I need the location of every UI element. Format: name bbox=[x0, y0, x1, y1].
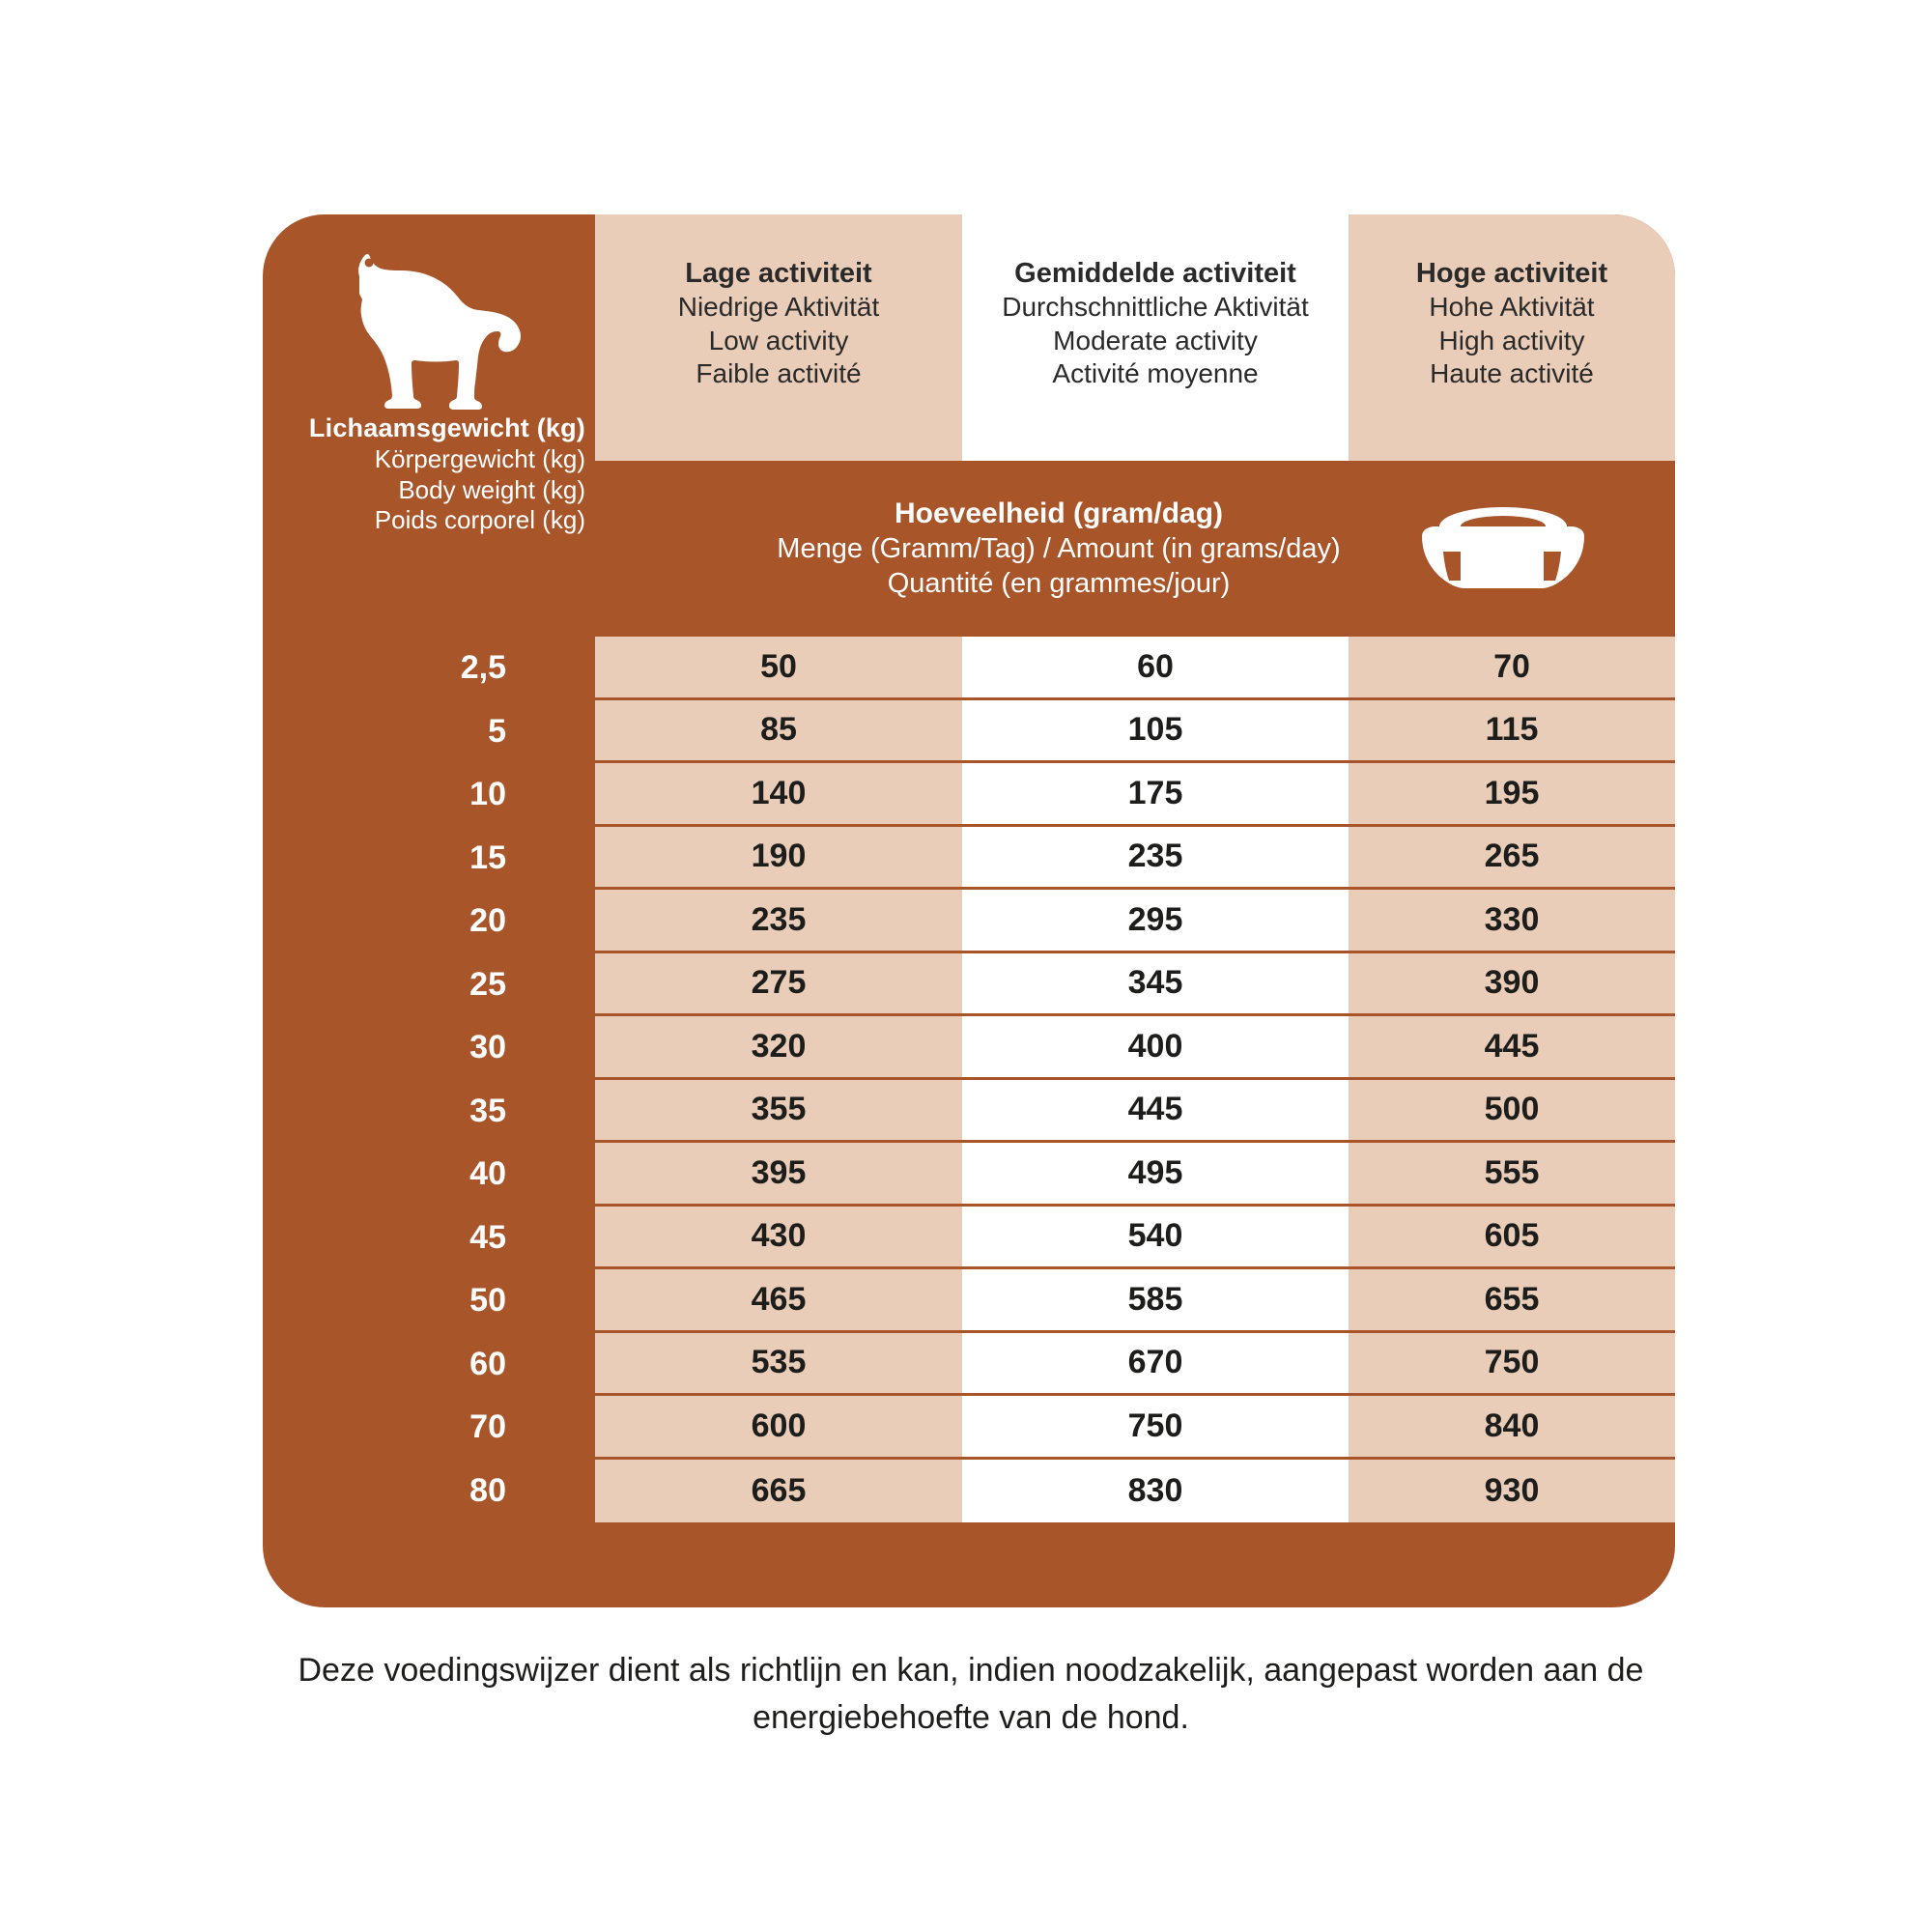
cell-moderate: 295 bbox=[962, 890, 1349, 953]
activity-low-fr: Faible activité bbox=[696, 357, 862, 388]
cell-weight: 50 bbox=[469, 1282, 506, 1320]
cell-low: 85 bbox=[595, 700, 962, 764]
table-row bbox=[263, 890, 1675, 953]
cell-weight: 70 bbox=[469, 1408, 506, 1446]
activity-header-moderate bbox=[962, 214, 1349, 461]
activity-low-en: Low activity bbox=[708, 325, 849, 355]
cell-weight: 5 bbox=[488, 712, 506, 750]
amount-banner bbox=[595, 461, 1675, 637]
food-bowl-icon bbox=[1406, 494, 1600, 600]
cell-moderate: 345 bbox=[962, 953, 1349, 1017]
cell-moderate: 235 bbox=[962, 827, 1349, 891]
activity-moderate-en: Moderate activity bbox=[1053, 325, 1258, 355]
cell-weight: 40 bbox=[469, 1155, 506, 1193]
table-row bbox=[263, 637, 1675, 700]
cell-moderate: 60 bbox=[962, 637, 1349, 700]
cell-low: 355 bbox=[595, 1080, 962, 1144]
activity-moderate-fr: Activité moyenne bbox=[1052, 357, 1259, 388]
activity-header-row bbox=[595, 214, 1675, 461]
cell-moderate: 670 bbox=[962, 1333, 1349, 1397]
cell-moderate: 400 bbox=[962, 1016, 1349, 1080]
body-weight-header-fr: Poids corporel (kg) bbox=[374, 505, 585, 535]
footnote-line-1: Deze voedingswijzer dient als richtlijn en kan, indien noodzakelijk, aangepast worden aan de bbox=[298, 1652, 1644, 1689]
cell-high: 265 bbox=[1349, 827, 1675, 891]
cell-weight: 15 bbox=[469, 838, 506, 876]
cell-high: 605 bbox=[1349, 1207, 1675, 1270]
cell-low: 190 bbox=[595, 827, 962, 891]
activity-low-de: Niedrige Aktivität bbox=[677, 292, 880, 323]
table-row bbox=[263, 1460, 1675, 1523]
cell-high: 195 bbox=[1349, 763, 1675, 827]
feeding-table-card bbox=[263, 214, 1675, 1607]
cell-high: 840 bbox=[1349, 1396, 1675, 1460]
activity-header-low bbox=[595, 214, 962, 461]
cell-weight: 45 bbox=[469, 1218, 506, 1256]
cell-high: 70 bbox=[1349, 637, 1675, 700]
cell-weight: 10 bbox=[469, 776, 506, 813]
activity-moderate-nl: Gemiddelde activiteit bbox=[1014, 258, 1296, 289]
cell-high: 330 bbox=[1349, 890, 1675, 953]
cell-moderate: 585 bbox=[962, 1269, 1349, 1333]
cell-high: 500 bbox=[1349, 1080, 1675, 1144]
cell-moderate: 830 bbox=[962, 1460, 1349, 1523]
cell-high: 390 bbox=[1349, 953, 1675, 1017]
activity-low-nl: Lage activiteit bbox=[685, 258, 872, 289]
cell-high: 555 bbox=[1349, 1143, 1675, 1207]
footnote bbox=[242, 1647, 1700, 1743]
table-row bbox=[263, 1333, 1675, 1397]
cell-moderate: 445 bbox=[962, 1080, 1349, 1144]
cell-moderate: 495 bbox=[962, 1143, 1349, 1207]
activity-high-de: Hohe Aktivität bbox=[1429, 292, 1595, 323]
cell-low: 320 bbox=[595, 1016, 962, 1080]
amount-banner-nl: Hoeveelheid (gram/dag) bbox=[894, 497, 1224, 530]
cell-weight: 25 bbox=[469, 965, 506, 1003]
cell-weight: 80 bbox=[469, 1471, 506, 1509]
cell-weight: 60 bbox=[469, 1345, 506, 1382]
activity-moderate-de: Durchschnittliche Aktivität bbox=[1002, 292, 1309, 323]
cell-low: 430 bbox=[595, 1207, 962, 1270]
dog-icon bbox=[321, 242, 543, 411]
amount-banner-fr: Quantité (en grammes/jour) bbox=[887, 567, 1231, 599]
footnote-line-2: energiebehoefte van de hond. bbox=[753, 1699, 1189, 1737]
table-row bbox=[263, 953, 1675, 1017]
body-weight-header-nl: Lichaamsgewicht (kg) bbox=[308, 413, 585, 442]
cell-moderate: 105 bbox=[962, 700, 1349, 764]
cell-low: 235 bbox=[595, 890, 962, 953]
table-row bbox=[263, 700, 1675, 764]
cell-moderate: 750 bbox=[962, 1396, 1349, 1460]
activity-high-nl: Hoge activiteit bbox=[1415, 258, 1608, 289]
cell-low: 535 bbox=[595, 1333, 962, 1397]
table-row bbox=[263, 1080, 1675, 1144]
table-row bbox=[263, 1143, 1675, 1207]
cell-low: 395 bbox=[595, 1143, 962, 1207]
feeding-rows bbox=[263, 637, 1675, 1522]
cell-high: 655 bbox=[1349, 1269, 1675, 1333]
table-row bbox=[263, 1396, 1675, 1460]
body-weight-header-de: Körpergewicht (kg) bbox=[374, 443, 585, 473]
table-row bbox=[263, 763, 1675, 827]
activity-high-en: High activity bbox=[1438, 325, 1585, 355]
cell-low: 50 bbox=[595, 637, 962, 700]
cell-low: 665 bbox=[595, 1460, 962, 1523]
activity-high-fr: Haute activité bbox=[1430, 357, 1594, 388]
cell-low: 275 bbox=[595, 953, 962, 1017]
table-row bbox=[263, 1207, 1675, 1270]
cell-low: 140 bbox=[595, 763, 962, 827]
body-weight-header-en: Body weight (kg) bbox=[398, 474, 585, 504]
cell-weight: 2,5 bbox=[460, 649, 506, 687]
cell-low: 600 bbox=[595, 1396, 962, 1460]
cell-moderate: 175 bbox=[962, 763, 1349, 827]
table-row bbox=[263, 1269, 1675, 1333]
cell-weight: 30 bbox=[469, 1029, 506, 1066]
cell-high: 445 bbox=[1349, 1016, 1675, 1080]
cell-moderate: 540 bbox=[962, 1207, 1349, 1270]
table-row bbox=[263, 1016, 1675, 1080]
amount-banner-de-en: Menge (Gramm/Tag) / Amount (in grams/day) bbox=[777, 532, 1341, 564]
cell-high: 750 bbox=[1349, 1333, 1675, 1397]
activity-header-high bbox=[1349, 214, 1675, 461]
body-weight-header bbox=[263, 412, 595, 536]
table-row bbox=[263, 827, 1675, 891]
cell-high: 115 bbox=[1349, 700, 1675, 764]
cell-low: 465 bbox=[595, 1269, 962, 1333]
cell-weight: 35 bbox=[469, 1092, 506, 1129]
cell-weight: 20 bbox=[469, 902, 506, 940]
cell-high: 930 bbox=[1349, 1460, 1675, 1523]
